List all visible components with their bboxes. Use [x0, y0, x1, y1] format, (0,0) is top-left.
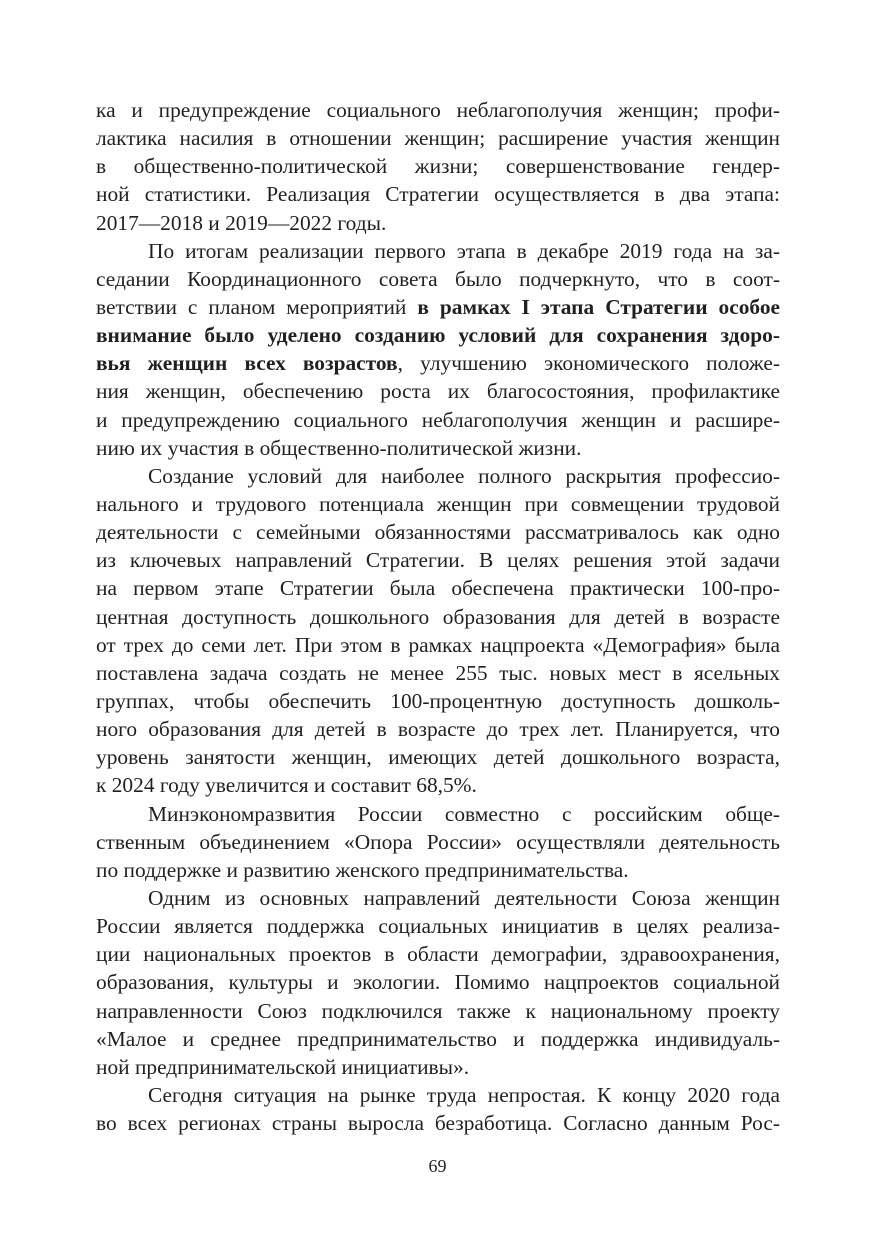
- text-line: ния женщин, обеспечению роста их благосостояния, профилактике: [96, 379, 780, 404]
- text-line: в общественно-политической жизни; совершенствование гендер-: [96, 154, 780, 179]
- text-line: ного образования для детей в возрасте до трех лет. Планируется, что: [96, 717, 780, 742]
- text-line: на первом этапе Стратегии была обеспечена практически 100-про-: [96, 576, 780, 601]
- text-line: России является поддержка социальных инициатив в целях реализа-: [96, 914, 780, 939]
- text-line: деятельности с семейными обязанностями рассматривалось как одно: [96, 520, 780, 545]
- text-line: ственным объединением «Опора России» осуществляли деятельность: [96, 829, 780, 854]
- paragraph: [96, 96, 780, 237]
- text-line: к 2024 году увеличится и составит 68,5%.: [96, 773, 477, 798]
- text-line: Минэкономразвития России совместно с российским обще-: [148, 801, 780, 826]
- text-line: из ключевых направлений Стратегии. В целях решения этой задачи: [96, 548, 780, 573]
- text-line: уровень занятости женщин, имеющих детей дошкольного возраста,: [96, 745, 780, 770]
- text-line: ной статистики. Реализация Стратегии осуществляется в два этапа:: [96, 182, 780, 207]
- text-line: от трех до семи лет. При этом в рамках нацпроекта «Демография» была: [96, 632, 780, 657]
- text-line: Одним из основных направлений деятельности Союза женщин: [148, 885, 780, 910]
- text-line: Создание условий для наиболее полного раскрытия профессио-: [148, 463, 780, 488]
- paragraph: [96, 462, 780, 800]
- text-line: По итогам реализации первого этапа в декабре 2019 года на за-: [148, 238, 780, 263]
- text-line: во всех регионах страны выросла безработица. Согласно данным Рос-: [96, 1111, 780, 1136]
- bold-text-run: в рамках I этапа Стратегии особое: [417, 294, 781, 319]
- text-line: поставлена задача создать не менее 255 тыс. новых мест в ясельных: [96, 660, 780, 685]
- text-line: ной предпринимательской инициативы».: [96, 1054, 470, 1079]
- text-line: ка и предупреждение социального неблагополучия женщин; профи-: [96, 98, 780, 122]
- text-run: , улучшению экономического положе-: [397, 351, 780, 376]
- text-line: 2017—2018 и 2019—2022 годы.: [96, 210, 387, 235]
- paragraph: [96, 884, 780, 1081]
- paragraph: [96, 800, 780, 884]
- page-number: 69: [428, 1156, 447, 1176]
- paragraph: [96, 237, 780, 462]
- text-line: [96, 293, 780, 321]
- body-text: [96, 96, 780, 1137]
- text-line: и предупреждению социального неблагополучия женщин и расшире-: [96, 407, 780, 432]
- text-line: группах, чтобы обеспечить 100-процентную доступность дошколь-: [96, 688, 780, 713]
- text-line: лактика насилия в отношении женщин; расширение участия женщин: [96, 126, 780, 151]
- text-line: по поддержке и развитию женского предпринимательства.: [96, 857, 629, 882]
- paragraph: [96, 1081, 780, 1137]
- text-run: ветствии с планом мероприятий: [96, 294, 418, 319]
- text-line: направленности Союз подключился также к национальному проекту: [96, 998, 780, 1023]
- text-line: нию их участия в общественно-политической жизни.: [96, 435, 582, 460]
- text-line: [96, 321, 780, 349]
- text-line: седании Координационного совета было подчеркнуто, что в соот-: [96, 266, 780, 291]
- text-line: ции национальных проектов в области демографии, здравоохранения,: [96, 942, 780, 967]
- text-line: Сегодня ситуация на рынке труда непростая. К концу 2020 года: [148, 1082, 780, 1107]
- text-line: [96, 349, 780, 377]
- bold-text-run: вья женщин всех возрастов: [96, 351, 398, 376]
- text-line: «Малое и среднее предпринимательство и поддержка индивидуаль-: [96, 1026, 780, 1051]
- text-line: нального и трудового потенциала женщин при совмещении трудовой: [96, 491, 780, 516]
- text-line: образования, культуры и экологии. Помимо нацпроектов социальной: [96, 970, 780, 995]
- text-line: центная доступность дошкольного образования для детей в возрасте: [96, 604, 780, 629]
- bold-text-run: внимание было уделено созданию условий для сохранения здоро-: [96, 323, 780, 348]
